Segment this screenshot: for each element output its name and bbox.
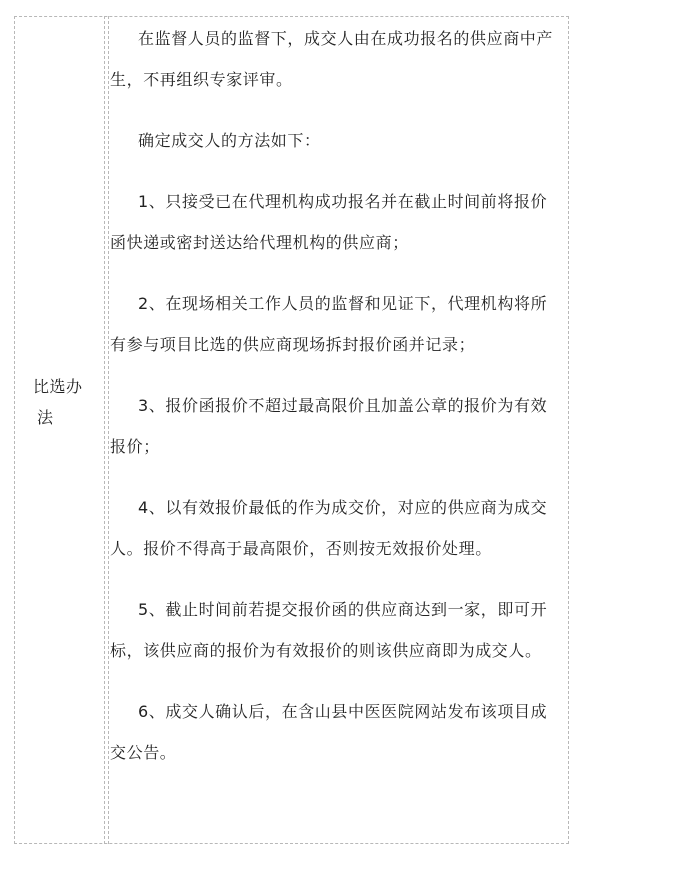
column-divider-2 [108,16,109,844]
table-border-left [14,16,15,844]
paragraph-rule-3: 3、报价函报价不超过最高限价且加盖公章的报价为有效报价； [110,396,548,456]
row-label-line-1: 比选办 [33,377,83,396]
paragraph-rule-5: 5、截止时间前若提交报价函的供应商达到一家，即可开标，该供应商的报价为有效报价的则该供应商即为成交人。 [110,600,548,660]
paragraph-intro: 在监督人员的监督下，成交人由在成功报名的供应商中产生，不再组织专家评审。 [110,29,554,89]
row-label-line-2: 法 [37,408,54,427]
paragraph-rule-6: 6、成交人确认后，在含山县中医医院网站发布该项目成交公告。 [110,702,548,762]
table-border-bottom [14,843,569,844]
row-label-cell [30,371,90,433]
table-border-right [568,16,569,844]
paragraph-method-heading: 确定成交人的方法如下： [138,131,321,150]
table-border-top [14,16,569,17]
paragraph-rule-2: 2、在现场相关工作人员的监督和见证下，代理机构将所有参与项目比选的供应商现场拆封报价函并记录； [110,294,548,354]
paragraph-rule-4: 4、以有效报价最低的作为成交价，对应的供应商为成交人。报价不得高于最高限价，否则按无效报价处理。 [110,498,548,558]
method-content-cell [110,18,562,773]
paragraph-rule-1: 1、只接受已在代理机构成功报名并在截止时间前将报价函快递或密封送达给代理机构的供应商； [110,192,548,252]
column-divider-1 [104,16,105,844]
